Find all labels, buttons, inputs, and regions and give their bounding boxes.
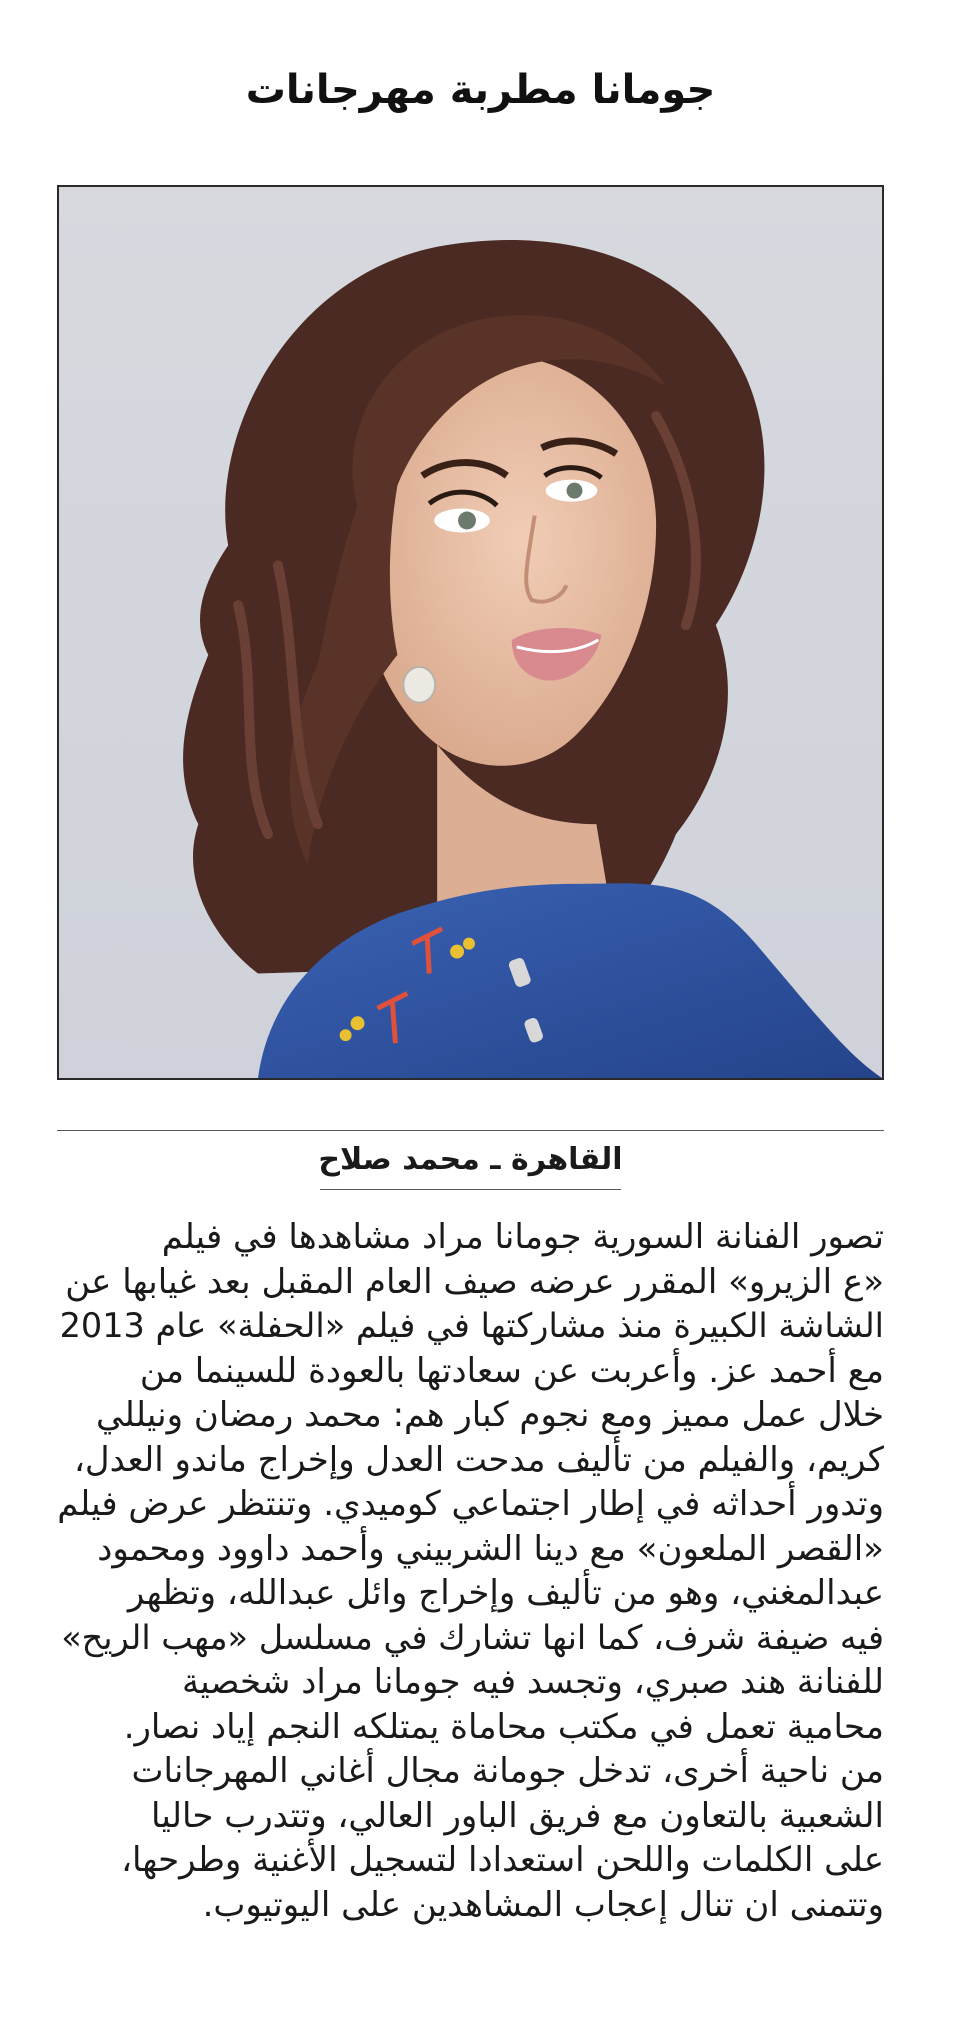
byline: القاهرة ـ محمد صلاح <box>318 1142 623 1177</box>
body-line: خلال عمل مميز ومع نجوم كبار هم: محمد رمضان ونيللي <box>96 1395 884 1435</box>
body-line: الشاشة الكبيرة منذ مشاركتها في فيلم «الحفلة» عام 2013 <box>59 1306 884 1345</box>
body-line: تصور الفنانة السورية جومانا مراد مشاهدها في فيلم <box>161 1217 884 1257</box>
body-line: وتتمنى ان تنال إعجاب المشاهدين على اليوتيوب. <box>202 1884 884 1925</box>
body-line: للفنانة هند صبري، وتجسد فيه جومانا مراد شخصية <box>182 1662 884 1702</box>
body-line: «ع الزيرو» المقرر عرضه صيف العام المقبل بعد غيابها عن <box>65 1261 884 1302</box>
article-photo <box>57 185 884 1080</box>
article-headline: جومانا مطربة مهرجانات <box>245 67 716 113</box>
body-line: «القصر الملعون» مع دينا الشربيني وأحمد داوود ومحمود <box>97 1528 884 1569</box>
body-line: وتدور أحداثه في إطار اجتماعي كوميدي. وتنتظر عرض فيلم <box>57 1484 884 1524</box>
body-line: الشعبية بالتعاون مع فريق الباور العالي، وتتدرب حاليا <box>151 1795 884 1836</box>
byline-rule-bottom <box>320 1189 621 1190</box>
portrait-illustration <box>59 187 882 1078</box>
body-line: مع أحمد عز. وأعربت عن سعادتها بالعودة للسينما من <box>139 1350 884 1391</box>
body-line: فيه ضيفة شرف، كما انها تشارك في مسلسل «مهب الريح» <box>61 1617 884 1657</box>
body-line: من ناحية أخرى، تدخل جومانة مجال أغاني المهرجانات <box>131 1751 884 1791</box>
byline-rule-top <box>57 1130 884 1131</box>
body-line: كريم، والفيلم من تأليف مدحت العدل وإخراج ماندو العدل، <box>73 1439 884 1480</box>
body-line: محامية تعمل في مكتب محاماة يمتلكه النجم إياد نصار. <box>123 1706 884 1747</box>
body-line: على الكلمات واللحن استعدادا لتسجيل الأغنية وطرحها، <box>121 1840 884 1880</box>
body-line: عبدالمغني، وهو من تأليف وإخراج وائل عبدالله، وتظهر <box>127 1573 884 1613</box>
earring <box>403 667 435 703</box>
article-body <box>57 1215 884 1927</box>
